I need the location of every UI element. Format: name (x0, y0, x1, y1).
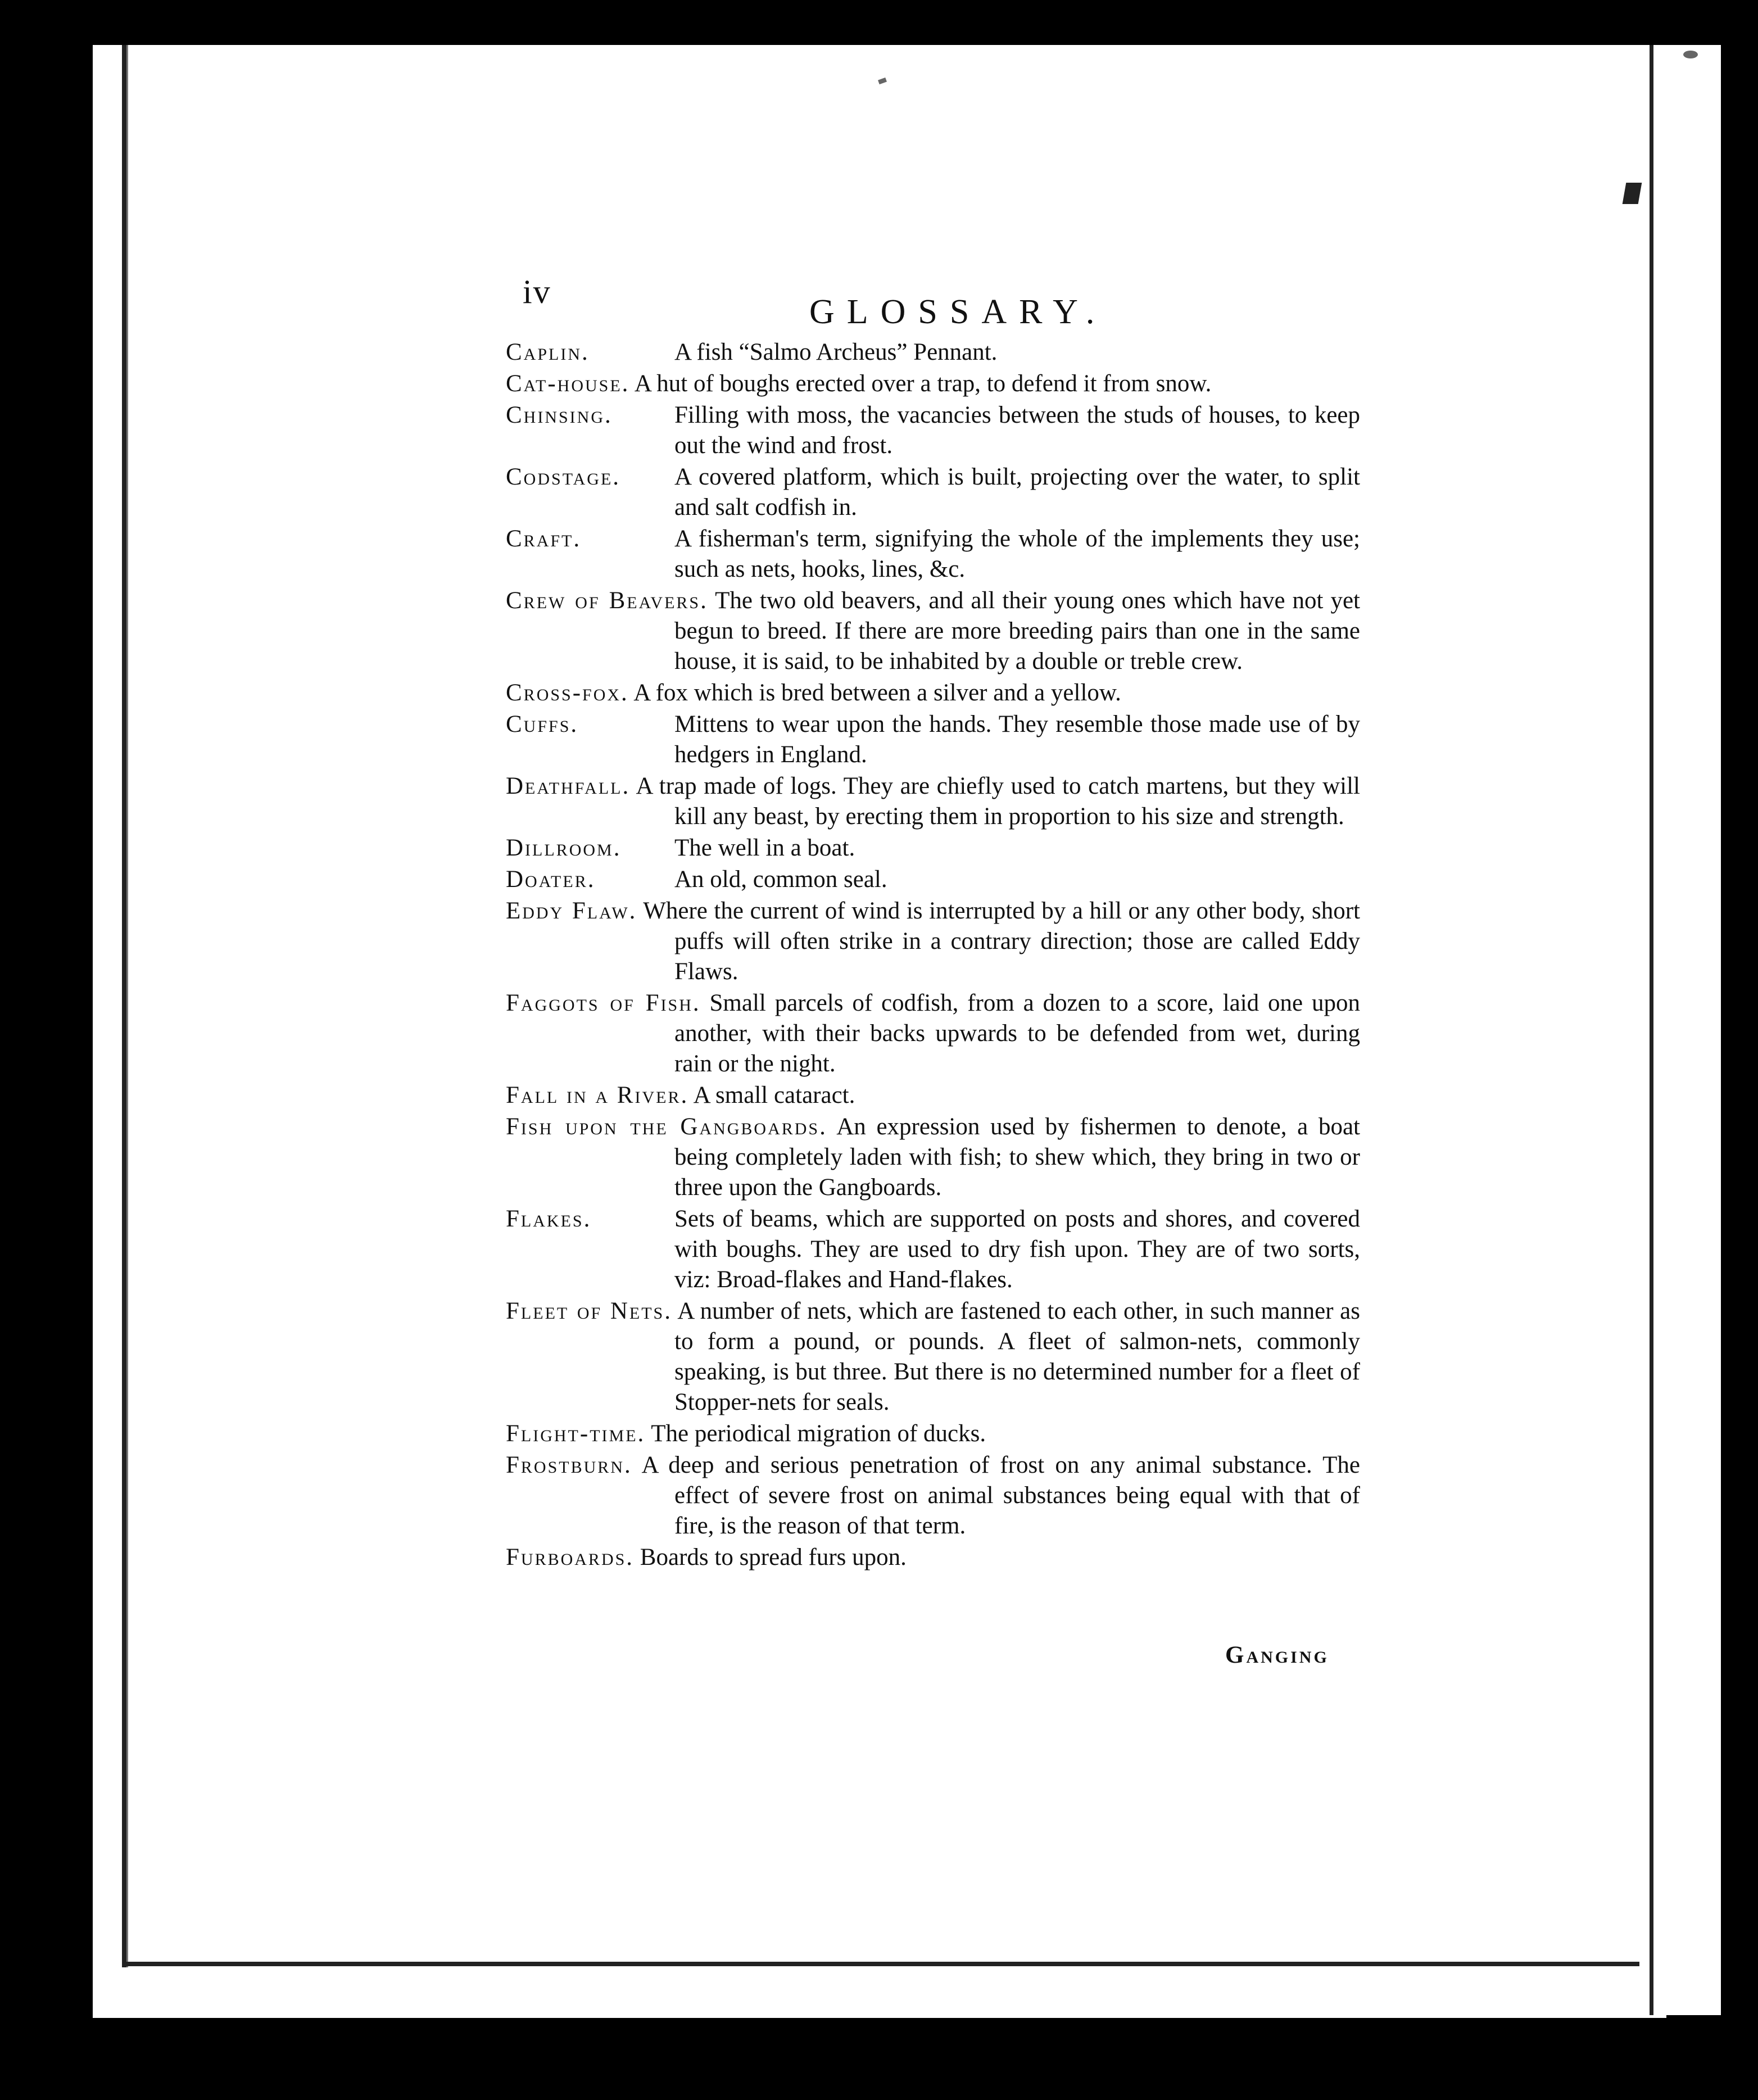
running-title: GLOSSARY. (809, 293, 1107, 331)
glossary-entry (506, 709, 1360, 770)
glossary-definition: Filling with moss, the vacancies between the studs of houses, to keep out the wind and frost. (674, 402, 1360, 459)
glossary-term: Dillroom. (506, 835, 622, 861)
glossary-definition: A hut of boughs erected over a trap, to defend it from snow. (634, 370, 1212, 397)
glossary-definition: An old, common seal. (674, 866, 887, 893)
glossary-definition: The periodical migration of ducks. (651, 1420, 986, 1447)
glossary-term: Doater. (506, 866, 596, 893)
glossary-definition: A trap made of logs. They are chiefly used to catch martens, but they will kill any beast, by erecting them in proportion to his size and strength. (636, 773, 1360, 830)
glossary-entry-text (506, 1419, 1360, 1449)
glossary-entry-text (506, 771, 1360, 832)
glossary-entry (506, 369, 1360, 399)
glossary-definition: A deep and serious penetration of frost on any animal substance. The effect of severe frost on animal substances being equal with that of fire, is the reason of that term. (641, 1452, 1360, 1539)
glossary-term: Deathfall. (506, 773, 631, 799)
glossary-entry (506, 1450, 1360, 1541)
glossary-definition: A fox which is bred between a silver and a yellow. (633, 680, 1121, 706)
glossary-term: Flakes. (506, 1206, 592, 1232)
glossary-entry-text (506, 1296, 1360, 1418)
glossary-entry (506, 833, 1360, 863)
glossary-entry (506, 1419, 1360, 1449)
glossary-entry (506, 1296, 1360, 1418)
glossary-entry (506, 337, 1360, 368)
glossary-entry (506, 400, 1360, 461)
glossary-entries (506, 337, 1360, 1574)
glossary-entry-text (506, 1542, 1360, 1573)
glossary-definition: Mittens to wear upon the hands. They resemble those made use of by hedgers in England. (674, 711, 1360, 768)
glossary-term: Craft. (506, 526, 582, 552)
glossary-entry-text (506, 1450, 1360, 1541)
glossary-entry-text (506, 1080, 1360, 1111)
glossary-term: Fleet of Nets. (506, 1298, 672, 1324)
page-number: iv (523, 273, 551, 310)
glossary-term: Cat-house. (506, 370, 630, 397)
glossary-definition: Sets of beams, which are supported on posts and shores, and covered with boughs. They are used to dry fish upon. They are of two sorts, viz: Broad-flakes and Hand-flakes. (674, 1206, 1360, 1293)
glossary-definition: A fish “Salmo Archeus” Pennant. (674, 339, 998, 365)
glossary-entry (506, 1542, 1360, 1573)
glossary-term: Cuffs. (506, 711, 579, 737)
glossary-entry (506, 524, 1360, 585)
glossary-term: Crew of Beavers. (506, 587, 708, 614)
glossary-entry (506, 896, 1360, 987)
glossary-entry-text (506, 586, 1360, 677)
glossary-entry-text (506, 369, 1360, 399)
glossary-entry (506, 1204, 1360, 1295)
glossary-term: Fall in a River. (506, 1082, 689, 1108)
glossary-term: Frostburn. (506, 1452, 632, 1478)
glossary-term: Codstage. (506, 464, 621, 490)
glossary-entry (506, 678, 1360, 708)
glossary-entry (506, 462, 1360, 523)
glossary-term: Furboards. (506, 1544, 635, 1571)
glossary-entry-text (506, 896, 1360, 987)
glossary-term: Caplin. (506, 339, 590, 365)
glossary-entry (506, 988, 1360, 1079)
glossary-term: Flight-time. (506, 1420, 646, 1447)
glossary-definition: A fisherman's term, signifying the whole of the implements they use; such as nets, hooks, lines, &c. (674, 526, 1360, 582)
glossary-entry-text (506, 988, 1360, 1079)
glossary-entry (506, 586, 1360, 677)
glossary-entry-text (506, 1112, 1360, 1203)
catchword: Ganging (1225, 1642, 1329, 1668)
glossary-definition: A small cataract. (693, 1082, 855, 1108)
glossary-definition: Where the current of wind is interrupted by a hill or any other body, short puffs will often strike in a contrary direction; those are called Eddy Flaws. (643, 898, 1360, 985)
glossary-term: Eddy Flaw. (506, 898, 637, 924)
glossary-entry-text (506, 678, 1360, 708)
glossary-definition: The two old beavers, and all their young ones which have not yet begun to breed. If there are more breeding pairs than one in the same house, it is said, to be inhabited by a double or treble crew. (674, 587, 1361, 675)
glossary-definition: An expression used by fishermen to denote, a boat being completely laden with fish; to shew which, they bring in two or three upon the Gangboards. (674, 1114, 1361, 1201)
glossary-definition: The well in a boat. (674, 835, 855, 861)
glossary-entry (506, 1080, 1360, 1111)
glossary-definition: Small parcels of codfish, from a dozen to a score, laid one upon another, with their backs upwards to be defended from wet, during rain or the night. (674, 990, 1360, 1077)
glossary-term: Cross-fox. (506, 680, 629, 706)
glossary-entry (506, 1112, 1360, 1203)
glossary-definition: Boards to spread furs upon. (640, 1544, 907, 1571)
glossary-entry (506, 771, 1360, 832)
glossary-term: Faggots of Fish. (506, 990, 701, 1016)
glossary-definition: A number of nets, which are fastened to each other, in such manner as to form a pound, or pounds. A fleet of salmon-nets, commonly speaking, is but three. But there is no determined number for a fleet of Stopper-nets for seals. (674, 1298, 1360, 1415)
glossary-entry (506, 865, 1360, 895)
glossary-definition: A covered platform, which is built, projecting over the water, to split and salt codfish in. (674, 464, 1360, 521)
glossary-term: Fish upon the Gangboards. (506, 1114, 827, 1140)
glossary-term: Chinsing. (506, 402, 613, 428)
